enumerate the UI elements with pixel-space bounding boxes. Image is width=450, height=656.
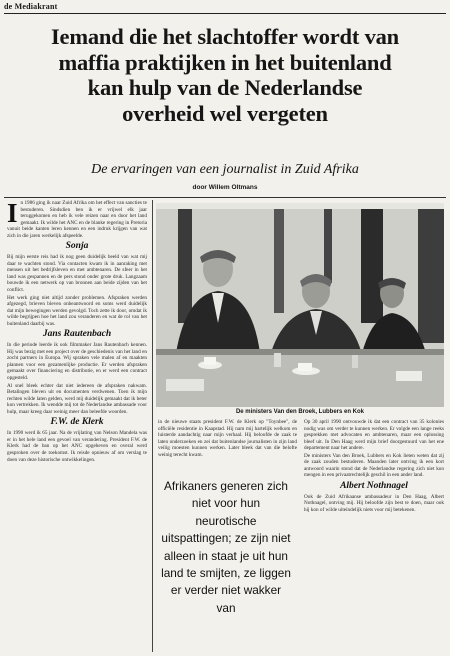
- byline: door Willem Oltmans: [192, 184, 258, 191]
- top-rule: [4, 13, 446, 14]
- headline-line: maffia praktijken in het buitenland: [58, 49, 392, 75]
- pull-quote: Afrikaners generen zich niet voor hun neurotische uitspattingen; ze zijn niet alleen in staat je uit hun land te smijten, ze liggen er verder niet wakker van: [160, 478, 292, 640]
- subheading-nothnagel: Albert Nothnagel: [340, 480, 408, 491]
- headline-line: kan hulp van de Nederlandse: [87, 75, 363, 100]
- paragraph: Ook de Zuid Afrikaanse ambassadeur in Den Haag, Albert Nothnagel, ontving mij. Hij beloofde zijn best te doen, maar ook hij kon of wilde uiteindelijk niets voor mij betekenen.: [304, 493, 444, 514]
- headline-line: overheid wel vergeten: [122, 100, 328, 126]
- subheading-sonja: Sonja: [65, 241, 89, 252]
- intro-paragraph: [7, 200, 147, 239]
- headline-line: Iemand die het slachtoffer wordt van: [51, 24, 399, 49]
- photo-illustration: [156, 203, 444, 407]
- subheading-de-klerk: F.W. de Klerk: [50, 417, 104, 428]
- paragraph: Op 30 april 1990 ontvouwde ik dat een contract van 35 kolonies nodig was om verder te kunnen werken. Er volgde een lange reeks gesprekken met advocaten en ambtenaren, maar een oplossing bleef uit. In Den Haag werd mijn brief doorgestuurd van het ene departement naar het andere.: [304, 419, 444, 452]
- article-column-3: [304, 419, 444, 652]
- paragraph: In 1990 werd ik 65 jaar. Na de vrijlating van Nelson Mandela was er in het hele land een gevoel van verandering. President F.W. de Klerk had de ban op het ANC opgeheven en overal werd gesproken over de toekomst. Ik reisde opnieuw af om verslag te doen van deze historische ontwikkelingen.: [7, 430, 147, 463]
- masthead: de Mediakrant: [4, 2, 58, 11]
- paragraph: Het werk ging niet altijd zonder problemen. Afspraken werden afgezegd, brieven bleven onbeantwoord en soms werd duidelijk dat mijn bewegingen werden gevolgd. Toch zette ik door, omdat ik wilde begrijpen hoe het land zou veranderen en wat de rol van het buitenland daarbij was.: [7, 294, 147, 327]
- subheading-rautenbach: Jans Rautenbach: [42, 329, 112, 340]
- news-photo: [156, 203, 444, 407]
- paragraph: In die periode leerde ik ook filmmaker Jans Rautenbach kennen. Hij was bezig met een project over de geschiedenis van het land en zocht partners in Europa. Wij spraken vele malen af en maakten plannen voor een gezamenlijke productie. Er werden afspraken gemaakt over financiering en distributie, en er werd een contract opgesteld.: [7, 342, 147, 382]
- subtitle: De ervaringen van een journalist in Zuid Afrika: [91, 162, 359, 177]
- section-rule: [4, 197, 446, 198]
- headline: [8, 24, 442, 126]
- column-divider: [152, 200, 153, 652]
- paragraph: De ministers Van den Broek, Lubbers en Kok lieten weten dat zij de zaak zouden bestuderen. Maanden later ontving ik een kort antwoord waarin stond dat de Nederlandse regering zich niet kon mengen in een privaatrechtelijk geschil in een ander land.: [304, 452, 444, 479]
- article-column-1: [7, 200, 147, 652]
- paragraph: in de nieuwe staats president F.W. de Klerk op "Toynbee", de officiële residentie in Kaapstad. Hij nam mij hartelijk welkom en luisterde aandachtig naar mijn verhaal. Hij beloofde de zaak te laten onderzoeken en zei dat buitenlandse journalisten in zijn land veilig moesten kunnen werken. Later bleek dat van die belofte weinig terecht kwam.: [158, 419, 297, 458]
- intro-text: n 1986 ging ik naar Zuid Afrika om het effect van sancties te bestuderen. Sindsdien ben ik er vrijwel elk jaar teruggekomen en heb ik vele reizen naar en door het land gemaakt. Ik wilde het ANC en de blanke regering in Pretoria vanuit beide kanten leren kennen en een indruk krijgen van wat zich in die jaren werkelijk afspeelde.: [7, 200, 147, 239]
- drop-cap: I: [7, 200, 18, 228]
- paragraph: Al snel bleek echter dat niet iedereen de afspraken nakwam. Betalingen bleven uit en documenten verdwenen. Toen ik mijn rechten wilde laten gelden, werd mij duidelijk gemaakt dat ik beter kon vertrekken. Ik wendde mij tot de Nederlandse ambassade voor hulp, maar kreeg daar weinig meer dan beleefde woorden.: [7, 382, 147, 415]
- paragraph: Bij mijn eerste reis had ik nog geen duidelijk beeld van wat mij daar te wachten stond. Via contacten kwam ik in aanraking met mensen uit het bedrijfsleven en met ambtenaren. De sfeer in het land was gespannen en de pers stond onder grote druk. Langzaam bouwde ik een netwerk op van bronnen aan beide zijden van het conflict.: [7, 254, 147, 294]
- photo-caption: De ministers Van den Broek, Lubbers en Kok: [235, 409, 365, 415]
